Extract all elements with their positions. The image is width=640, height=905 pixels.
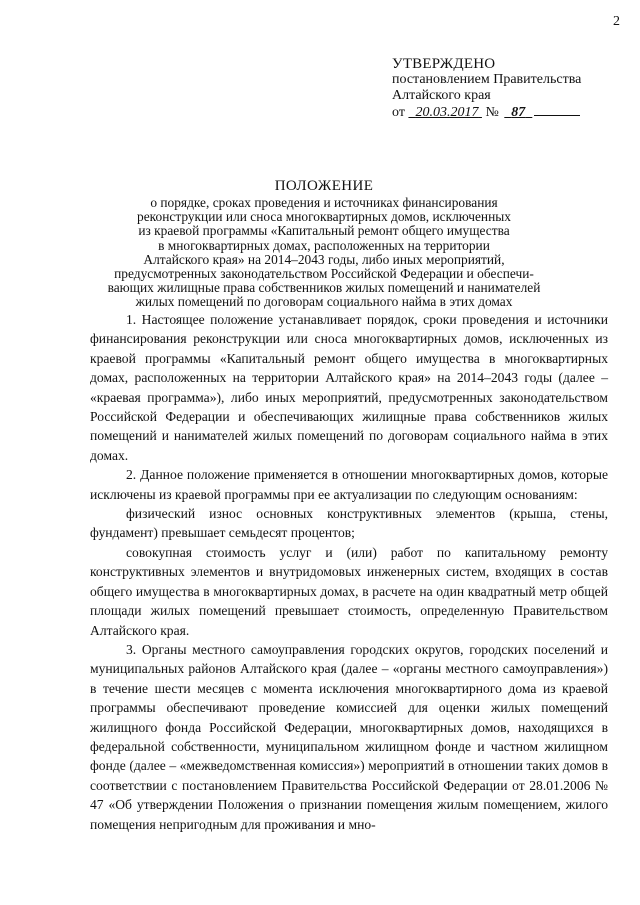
document-subtitle xyxy=(60,196,588,310)
approval-from-label: от xyxy=(392,105,405,120)
subtitle-line: о порядке, сроках проведения и источниках финансирования xyxy=(150,195,498,210)
approval-number-underline xyxy=(534,104,580,116)
document-body xyxy=(90,310,608,834)
paragraph-2: 2. Данное положение применяется в отношении многоквартирных домов, которые исключены из краевой программы при ее актуализации по следующим основаниям: xyxy=(90,467,608,502)
approval-stamp xyxy=(392,56,622,121)
subtitle-line: из краевой программы «Капитальный ремонт общего имущества xyxy=(138,223,510,239)
subtitle-line: жилых помещений по договорам социального найма в этих домах xyxy=(135,294,513,310)
approval-title: УТВЕРЖДЕНО xyxy=(392,56,496,72)
approval-date: 20.03.2017 xyxy=(415,105,479,120)
document-header xyxy=(60,178,588,310)
paragraph-3: 3. Органы местного самоуправления городских округов, городских поселений и муниципальных районов Алтайского края (далее – «органы местного самоуправления») в течение шести месяцев с момента исключения многоквартирного дома из краевой программы обеспечивают проведение комиссией для оценки жилых помещений жилищного фонда Российской Федерации, многоквартирных домов, находящихся в федеральной собственности, муниципальном жилищном фонде и частном жилищном фонде (далее – «межведомственная комиссия») мероприятий в отношении таких домов в соответствии с постановлением Правительства Российской Федерации от 28.01.2006 № 47 «Об утверждении Положения о признании помещения жилым помещением, жилого помещения непригодным для проживания и мно- xyxy=(90,641,608,832)
paragraph-1: 1. Настоящее положение устанавливает порядок, сроки проведения и источники финансирования реконструкции или сноса многоквартирных домов, исключенных из краевой программы «Капитальный ремонт общего имущества в многоквартирных домах, расположенных на территории Алтайского края» на 2014–2043 годы (далее – «краевая программа»), либо иных мероприятий, предусмотренных законодательством Российской Федерации и обеспечивающих жилищные права собственников жилых помещений и нанимателей жилых помещений по договорам социального найма в этих домах. xyxy=(90,312,608,463)
page-number: 2 xyxy=(613,14,620,29)
approval-line-2: Алтайского края xyxy=(392,88,491,103)
subtitle-line: Алтайского края» на 2014–2043 годы, либо иных мероприятий, xyxy=(143,251,505,267)
paragraph-2-item-2: совокупная стоимость услуг и (или) работ по капитальному ремонту конструктивных элементов и внутридомовых инженерных систем, входящих в состав общего имущества в многоквартирных домах, в расчете на один квадратный метр общей площади жилых помещений превышает стоимость, определенную Правительством Алтайского края. xyxy=(90,544,608,638)
document-title: ПОЛОЖЕНИЕ xyxy=(274,178,374,194)
approval-number: 87 xyxy=(511,105,526,120)
subtitle-line: вающих жилищные права собственников жилых помещений и нанимателей xyxy=(107,280,541,296)
subtitle-line: в многоквартирных домах, расположенных на территории xyxy=(158,237,490,253)
paragraph-2-item-1: физический износ основных конструктивных элементов (крыша, стены, фундамент) превышает семьдесят процентов; xyxy=(90,506,608,541)
subtitle-line: предусмотренных законодательством Российской Федерации и обеспечи- xyxy=(114,266,534,282)
approval-line-1: постановлением Правительства xyxy=(392,72,582,87)
approval-number-label: № xyxy=(485,105,499,120)
subtitle-line: реконструкции или сноса многоквартирных домов, исключенных xyxy=(137,209,511,225)
approval-order-line xyxy=(392,104,622,121)
